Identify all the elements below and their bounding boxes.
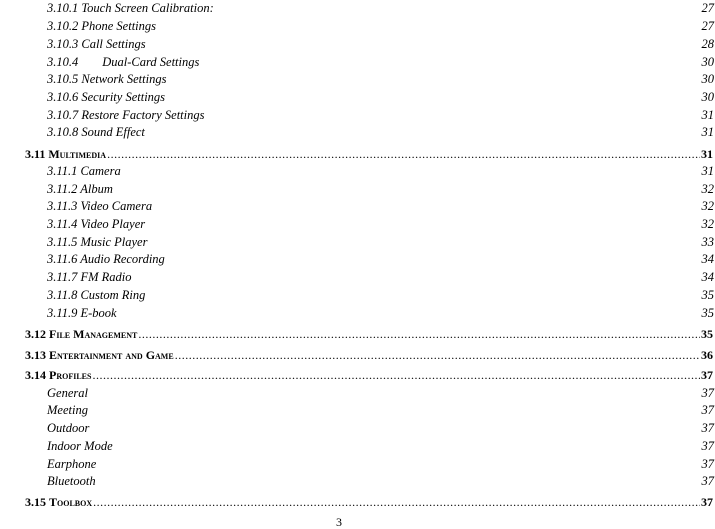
- toc-section-label: [25, 367, 91, 383]
- toc-section-title: Entertainment and Game: [49, 348, 174, 362]
- toc-entry-page: 28: [701, 37, 714, 51]
- toc-section-number: 3.14: [25, 368, 46, 382]
- toc-entry-3-10-6[interactable]: [47, 89, 714, 105]
- toc-section-3-15[interactable]: [25, 494, 713, 510]
- toc-section-page: 31: [701, 147, 713, 161]
- toc-entry-label: 3.10.5 Network Settings: [47, 72, 167, 86]
- toc-section-number: 3.15: [25, 495, 46, 509]
- toc-entry-outdoor[interactable]: [47, 420, 714, 436]
- toc-entry-3-11-3[interactable]: [47, 198, 714, 214]
- toc-entry-label: Indoor Mode: [47, 439, 113, 453]
- toc-entry-general[interactable]: [47, 385, 714, 401]
- toc-section-page: 35: [701, 327, 713, 341]
- toc-entry-page: 30: [701, 55, 714, 69]
- toc-entry-3-11-8[interactable]: [47, 287, 714, 303]
- toc-entry-page: 33: [701, 235, 714, 249]
- dot-leader: [93, 494, 700, 510]
- toc-section-title: Multimedia: [48, 147, 107, 161]
- toc-entry-page: 37: [701, 457, 714, 471]
- toc-entry-page: 37: [701, 421, 714, 435]
- toc-entry-3-11-7[interactable]: [47, 269, 714, 285]
- toc-section-title: File Management: [49, 327, 138, 341]
- toc-entry-3-11-4[interactable]: [47, 216, 714, 232]
- toc-entry-3-10-5[interactable]: [47, 71, 714, 87]
- toc-entry-label: 3.11.6 Audio Recording: [47, 252, 165, 266]
- toc-section-3-13[interactable]: [25, 347, 713, 363]
- toc-entry-bluetooth[interactable]: [47, 473, 714, 489]
- toc-entry-page: 30: [701, 72, 714, 86]
- toc-section-number: 3.12: [25, 327, 46, 341]
- toc-entry-3-10-1[interactable]: [47, 0, 714, 16]
- toc-section-page: 37: [701, 495, 713, 509]
- toc-entry-page: 35: [701, 288, 714, 302]
- toc-entry-label: 3.11.1 Camera: [47, 164, 121, 178]
- toc-entry-label: Bluetooth: [47, 474, 96, 488]
- toc-entry-label: 3.10.8 Sound Effect: [47, 125, 145, 139]
- toc-entry-page: 37: [701, 403, 714, 417]
- toc-entry-label: General: [47, 386, 88, 400]
- toc-entry-page: 32: [701, 199, 714, 213]
- toc-section-label: [25, 494, 92, 510]
- toc-section-title: Toolbox: [49, 495, 93, 509]
- toc-entry-label: [47, 54, 199, 70]
- toc-entry-page: 27: [701, 1, 714, 15]
- toc-section-3-12[interactable]: [25, 326, 713, 342]
- toc-entry-page: 37: [701, 474, 714, 488]
- toc-entry-label: 3.11.2 Album: [47, 182, 113, 196]
- page-number: 3: [336, 515, 342, 529]
- toc-section-label: [25, 146, 106, 162]
- toc-entry-label: Outdoor: [47, 421, 90, 435]
- toc-entry-label: 3.11.7 FM Radio: [47, 270, 132, 284]
- toc-entry-page: 34: [701, 252, 714, 266]
- toc-entry-label: 3.10.2 Phone Settings: [47, 19, 157, 33]
- toc-entry-page: 32: [701, 182, 714, 196]
- toc-entry-page: 30: [701, 90, 714, 104]
- toc-section-number: 3.11: [25, 147, 46, 161]
- toc-entry-label: Meeting: [47, 403, 88, 417]
- toc-entry-3-11-5[interactable]: [47, 234, 714, 250]
- toc-entry-3-11-6[interactable]: [47, 251, 714, 267]
- toc-entry-3-10-7[interactable]: [47, 107, 714, 123]
- toc-entry-label: 3.11.4 Video Player: [47, 217, 146, 231]
- toc-entry-page: 31: [701, 164, 714, 178]
- toc-entry-page: 31: [701, 108, 714, 122]
- toc-entry-number: 3.10.4: [47, 55, 79, 69]
- toc-section-label: [25, 347, 174, 363]
- toc-section-page: 36: [701, 348, 713, 362]
- toc-entry-3-10-8[interactable]: [47, 124, 714, 140]
- dot-leader: [92, 367, 700, 383]
- toc-entry-page: 31: [701, 125, 714, 139]
- toc-section-label: [25, 326, 137, 342]
- toc-entry-3-11-9[interactable]: [47, 305, 714, 321]
- toc-section-page: 37: [701, 368, 713, 382]
- toc-entry-label: Earphone: [47, 457, 97, 471]
- toc-entry-label: 3.11.8 Custom Ring: [47, 288, 146, 302]
- toc-entry-page: 27: [701, 19, 714, 33]
- toc-entry-meeting[interactable]: [47, 402, 714, 418]
- dot-leader: [107, 146, 700, 162]
- toc-entry-earphone[interactable]: [47, 456, 714, 472]
- toc-entry-3-10-2[interactable]: [47, 18, 714, 34]
- toc-entry-3-11-2[interactable]: [47, 181, 714, 197]
- toc-entry-page: 35: [701, 306, 714, 320]
- toc-entry-label: 3.10.6 Security Settings: [47, 90, 166, 104]
- toc-entry-3-11-1[interactable]: [47, 163, 714, 179]
- toc-entry-page: 37: [701, 386, 714, 400]
- toc-entry-label: 3.10.1 Touch Screen Calibration:: [47, 1, 214, 15]
- toc-entry-page: 37: [701, 439, 714, 453]
- dot-leader: [175, 347, 700, 363]
- toc-entry-page: 34: [701, 270, 714, 284]
- toc-entry-label: 3.11.5 Music Player: [47, 235, 148, 249]
- toc-entry-label: 3.11.9 E-book: [47, 306, 117, 320]
- toc-entry-label: 3.10.7 Restore Factory Settings: [47, 108, 205, 122]
- toc-entry-indoor-mode[interactable]: [47, 438, 714, 454]
- toc-entry-3-10-3[interactable]: [47, 36, 714, 52]
- toc-section-3-11[interactable]: [25, 146, 713, 162]
- toc-entry-3-10-4[interactable]: [47, 54, 714, 70]
- toc-section-3-14[interactable]: [25, 367, 713, 383]
- toc-entry-page: 32: [701, 217, 714, 231]
- toc-entry-label: 3.10.3 Call Settings: [47, 37, 146, 51]
- dot-leader: [138, 326, 700, 342]
- toc-entry-label: 3.11.3 Video Camera: [47, 199, 153, 213]
- toc-section-number: 3.13: [25, 348, 46, 362]
- toc-section-title: Profiles: [49, 368, 92, 382]
- toc-entry-text: Dual-Card Settings: [102, 55, 200, 69]
